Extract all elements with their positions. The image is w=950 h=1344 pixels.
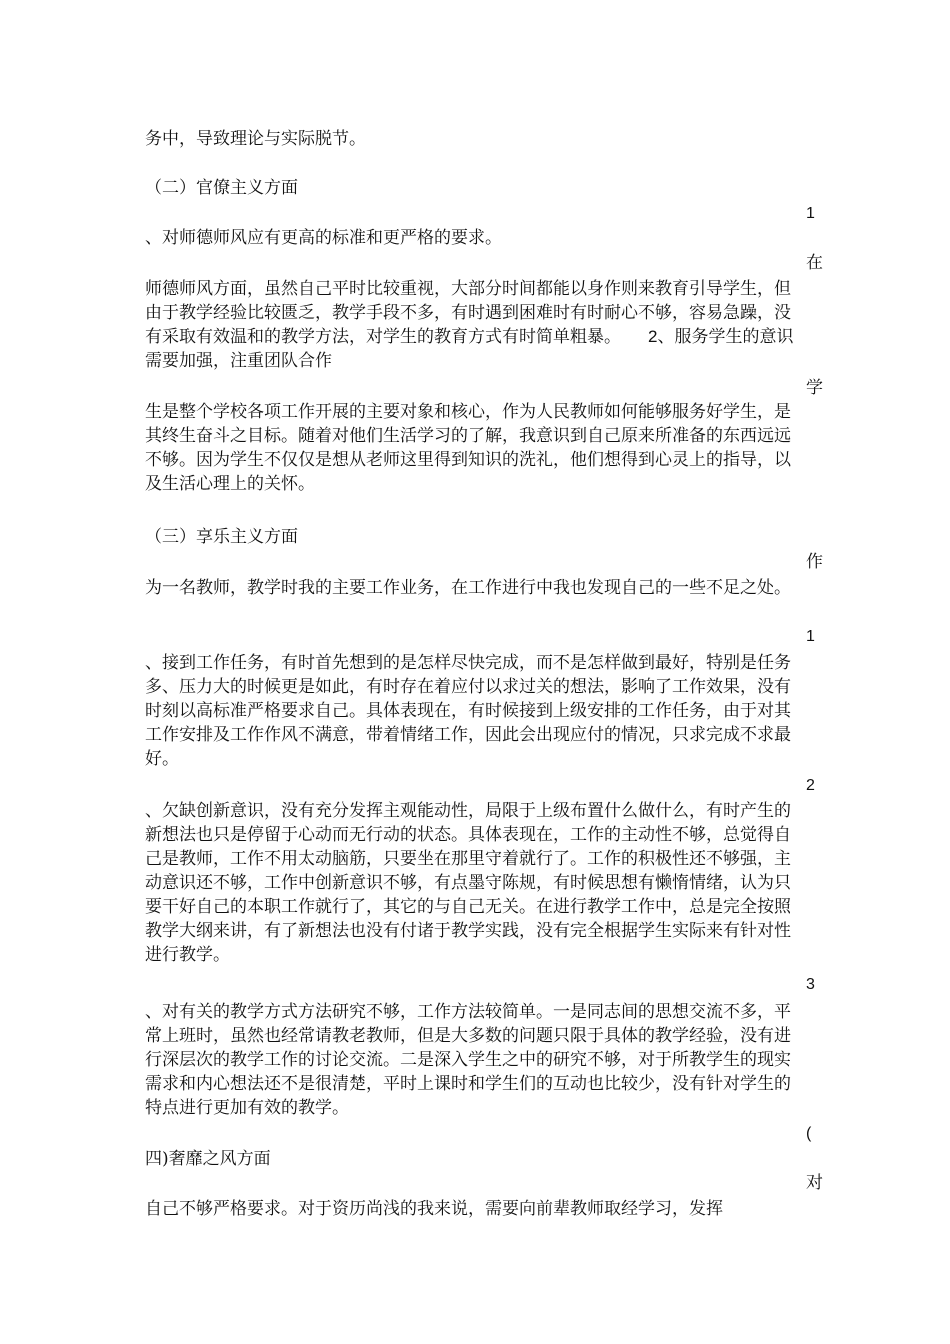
paragraph-4 xyxy=(145,277,800,373)
margin-note-7: 3 xyxy=(806,976,815,993)
paragraph-12: 自己不够严格要求。对于资历尚浅的我来说，需要向前辈教师取经学习，发挥 xyxy=(145,1199,723,1219)
paragraph-8: 、接到工作任务，有时首先想到的是怎样尽快完成，而不是怎样做到最好，特别是任务多、压力大的时候更是如此，有时存在着应付以求过关的想法，影响了工作效果，没有时刻以高标准严格要求自己。具体表现在，有时候接到上级安排的工作任务，由于对其工作安排及工作作风不满意，带着情绪工作，因此会出现应付的情况，只求完成不求最好。 xyxy=(145,653,791,769)
margin-note-3: 学 xyxy=(806,378,823,398)
margin-note-2: 在 xyxy=(806,253,823,273)
paragraph-10: 、对有关的教学方式方法研究不够，工作方法较简单。一是同志间的思想交流不多，平常上班时，虽然也经常请教老教师，但是大多数的问题只限于具体的教学经验，没有进行深层次的教学工作的讨论交流。二是深入学生之中的研究不够，对于所教学生的现实需求和内心想法还不是很清楚，平时上课时和学生们的互动也比较少，没有针对学生的特点进行更加有效的教学。 xyxy=(145,1002,791,1118)
margin-note-6: 2 xyxy=(806,777,815,794)
heading-hedonism: （三）享乐主义方面 xyxy=(145,527,298,547)
paragraph-9: 、欠缺创新意识，没有充分发挥主观能动性，局限于上级布置什么做什么，有时产生的新想法也只是停留于心动而无行动的状态。具体表现在，工作的主动性不够，总觉得自己是教师，工作不用太动脑筋，只要坐在那里守着就行了。工作的积极性还不够强，主动意识还不够，工作中创新意识不够，有点墨守陈规，有时候思想有懒惰情绪，认为只要干好自己的本职工作就行了，其它的与自己无关。在进行教学工作中，总是完全按照教学大纲来讲，有了新想法也没有付诸于教学实践，没有完全根据学生实际来有针对性进行教学。 xyxy=(145,801,791,965)
margin-note-1: 1 xyxy=(806,205,815,222)
margin-note-5: 1 xyxy=(806,628,815,645)
paragraph-3: 、对师德师风应有更高的标准和更严格的要求。 xyxy=(145,228,502,248)
heading-extravagance: 四)奢靡之风方面 xyxy=(145,1149,271,1169)
paragraph-4-sub-item: 2、服务学生的意识需要加强，注重团队合作 xyxy=(145,327,794,370)
paragraph-7: 为一名教师，教学时我的主要工作业务，在工作进行中我也发现自己的一些不足之处。 xyxy=(145,578,791,598)
heading-bureaucratism: （二）官僚主义方面 xyxy=(145,178,298,198)
margin-note-9: 对 xyxy=(806,1173,823,1193)
paragraph-1: 务中，导致理论与实际脱节。 xyxy=(145,129,366,149)
paragraph-5: 生是整个学校各项工作开展的主要对象和核心，作为人民教师如何能够服务好学生，是其终生奋斗之目标。随着对他们生活学习的了解，我意识到自己原来所准备的东西远远不够。因为学生不仅仅是想从老师这里得到知识的洗礼，他们想得到心灵上的指导，以及生活心理上的关怀。 xyxy=(145,402,791,494)
margin-note-4: 作 xyxy=(806,552,823,572)
margin-note-8: ( xyxy=(806,1125,812,1142)
paragraph-4-text: 师德师风方面，虽然自己平时比较重视，大部分时间都能以身作则来教育引导学生，但由于教学经验比较匮乏，教学手段不多，有时遇到困难时有时耐心不够，容易急躁，没有采取有效温和的教学方法，对学生的教育方式有时简单粗暴。 xyxy=(145,279,791,347)
